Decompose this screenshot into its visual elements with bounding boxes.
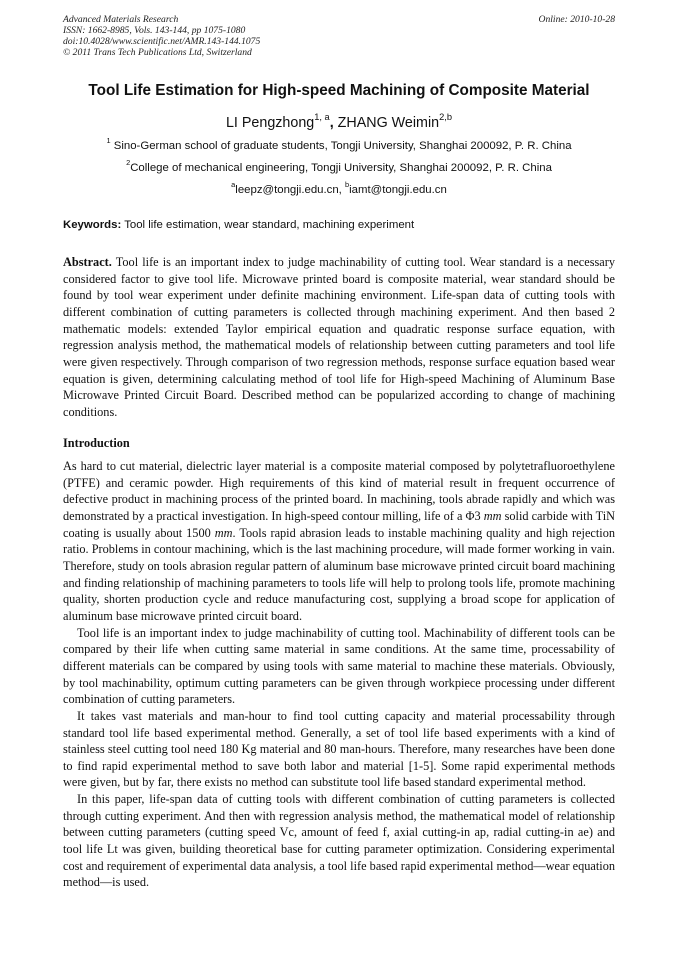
paper-title: Tool Life Estimation for High-speed Machining of Composite Material [88,82,590,99]
introduction-heading: Introduction [63,436,130,450]
abstract [63,254,615,421]
issn-line: ISSN: 1662-8985, Vols. 143-144, pp 1075-1080 [63,25,246,36]
author-1-superscript: 1, a [314,112,330,123]
author-2: ZHANG Weimin [337,115,440,131]
doi-line[interactable]: doi:10.4028/www.scientific.net/AMR.143-144.1075 [63,36,261,47]
intro-paragraph-1 [63,458,615,625]
author-1: LI Pengzhong [225,115,315,131]
email-a-marker: a [231,180,236,190]
copyright-line: © 2011 Trans Tech Publications Ltd, Switzerland [63,47,252,58]
intro-paragraph-2: Tool life is an important index to judge machinability of cutting tool. Machinability of different tools can be compared by their life when cutting same material in same conditions. At the same time, processability of different materials can be compared by using tools with same material to machine these materials. Obviously, by tool machinability, optimum cutting parameters can be given through workpiece processing under different combination of cutting parameters. [63,625,615,707]
journal-header [63,14,615,58]
affiliation-2-text: College of mechanical engineering, Tongji University, Shanghai 200092, P. R. China [130,162,552,174]
intro-paragraph-3: It takes vast materials and man-hour to find tool cutting capacity and material processability through standard tool life based experimental method. Generally, a set of tool life based experiments with a kind of stainless steel cutting tool need 180 Kg material and 80 man-hours. Therefore, many researches have been done to find rapid experimental method to save both labor and material [1-5]. Some rapid experimental methods were given, but by far, there exists no method can substitute tool life based standard experimental method. [63,708,615,790]
intro-p1-part-c: . Tools rapid abrasion leads to instable machining quality and high rejection ratio. Problems in contour machining, which is the last machining procedure, will made former working in vain. Therefore, study on tools abrasion regular pattern of aluminum base microwave printed circuit board machining and finding relationship of machining parameters to tools life will help to prolong tools life, promote machining quality, shorten production cycle and reduce manufacturing cost, supplying a broad scope for application of aluminum base microwave printed circuit board. [63,525,616,623]
affiliation-1-text: Sino-German school of graduate students, Tongji University, Shanghai 200092, P. R. China [110,140,572,152]
affiliation-2-marker: 2 [126,158,131,168]
email-line [0,180,678,196]
unit-mm: mm [214,525,233,540]
abstract-label: Abstract. [63,255,112,269]
keywords-text: Tool life estimation, wear standard, machining experiment [121,219,415,231]
email-a[interactable]: leepz@tongji.edu.cn, [235,184,346,196]
keywords-label: Keywords: [63,219,122,231]
email-b[interactable]: iamt@tongji.edu.cn [349,184,447,196]
intro-paragraph-4: In this paper, life-span data of cutting tools with different combination of cutting parameters is collected through cutting experiment. And then with regression analysis method, the mathematical model of relationship between cutting parameters (cutting speed Vc, amount of feed f, axial cutting-in ap, radial cutting-in ae) and tool life Lt was given, building theoretical base for cutting parameter optimization. Considering experimental cost and requirement of experimental data analysis, a tool life based rapid experimental method—wear equation method—is used. [63,792,615,890]
affiliation-1-marker: 1 [106,136,111,146]
online-date: Online: 2010-10-28 [538,14,615,25]
intro-p1-part-b: solid carbide with TiN coating is usually about 1500 [63,508,615,540]
affiliation-2 [0,158,678,174]
email-b-marker: b [345,180,350,190]
introduction-body [63,458,615,891]
affiliation-1 [0,136,678,152]
journal-name: Advanced Materials Research [63,14,179,25]
author-2-superscript: 2,b [439,112,452,123]
intro-p1-part-a: As hard to cut material, dielectric layer material is a composite material composed by polytetrafluoroethylene (PTFE) and ceramic powder. High requirements of this kind of material result in frequent occurrence of defective product in machining process of the printed board. In machining, tools abrade rapidly and which was demonstrated by a practical investigation. In high-speed contour milling, life of a Φ3 [63,459,615,523]
abstract-text: Tool life is an important index to judge machinability of cutting tool. Wear standard is a necessary considered factor to give tool life. Microwave printed board is composite material, wear standard should be found by tool wear experiment under definite machining environment. Life-span data of cutting tools with different combination of cutting parameters is collected through machining experiment. And then based 2 mathematic models: extended Taylor empirical equation and quadratic response surface equation, with regression analysis method, the mathematical models of relationship between cutting parameters and tool life were given respectively. Through comparison of two regression methods, response surface equation based wear equation is given, determining calculating method of tool life for High-speed Machining of Aluminum Base Microwave Printed Circuit Board. Described method can be popularized according to change of machining conditions. [63,255,615,419]
author-separator: , [329,115,338,131]
unit-mm: mm [483,508,502,523]
author-line [0,112,678,131]
keywords [63,219,615,231]
